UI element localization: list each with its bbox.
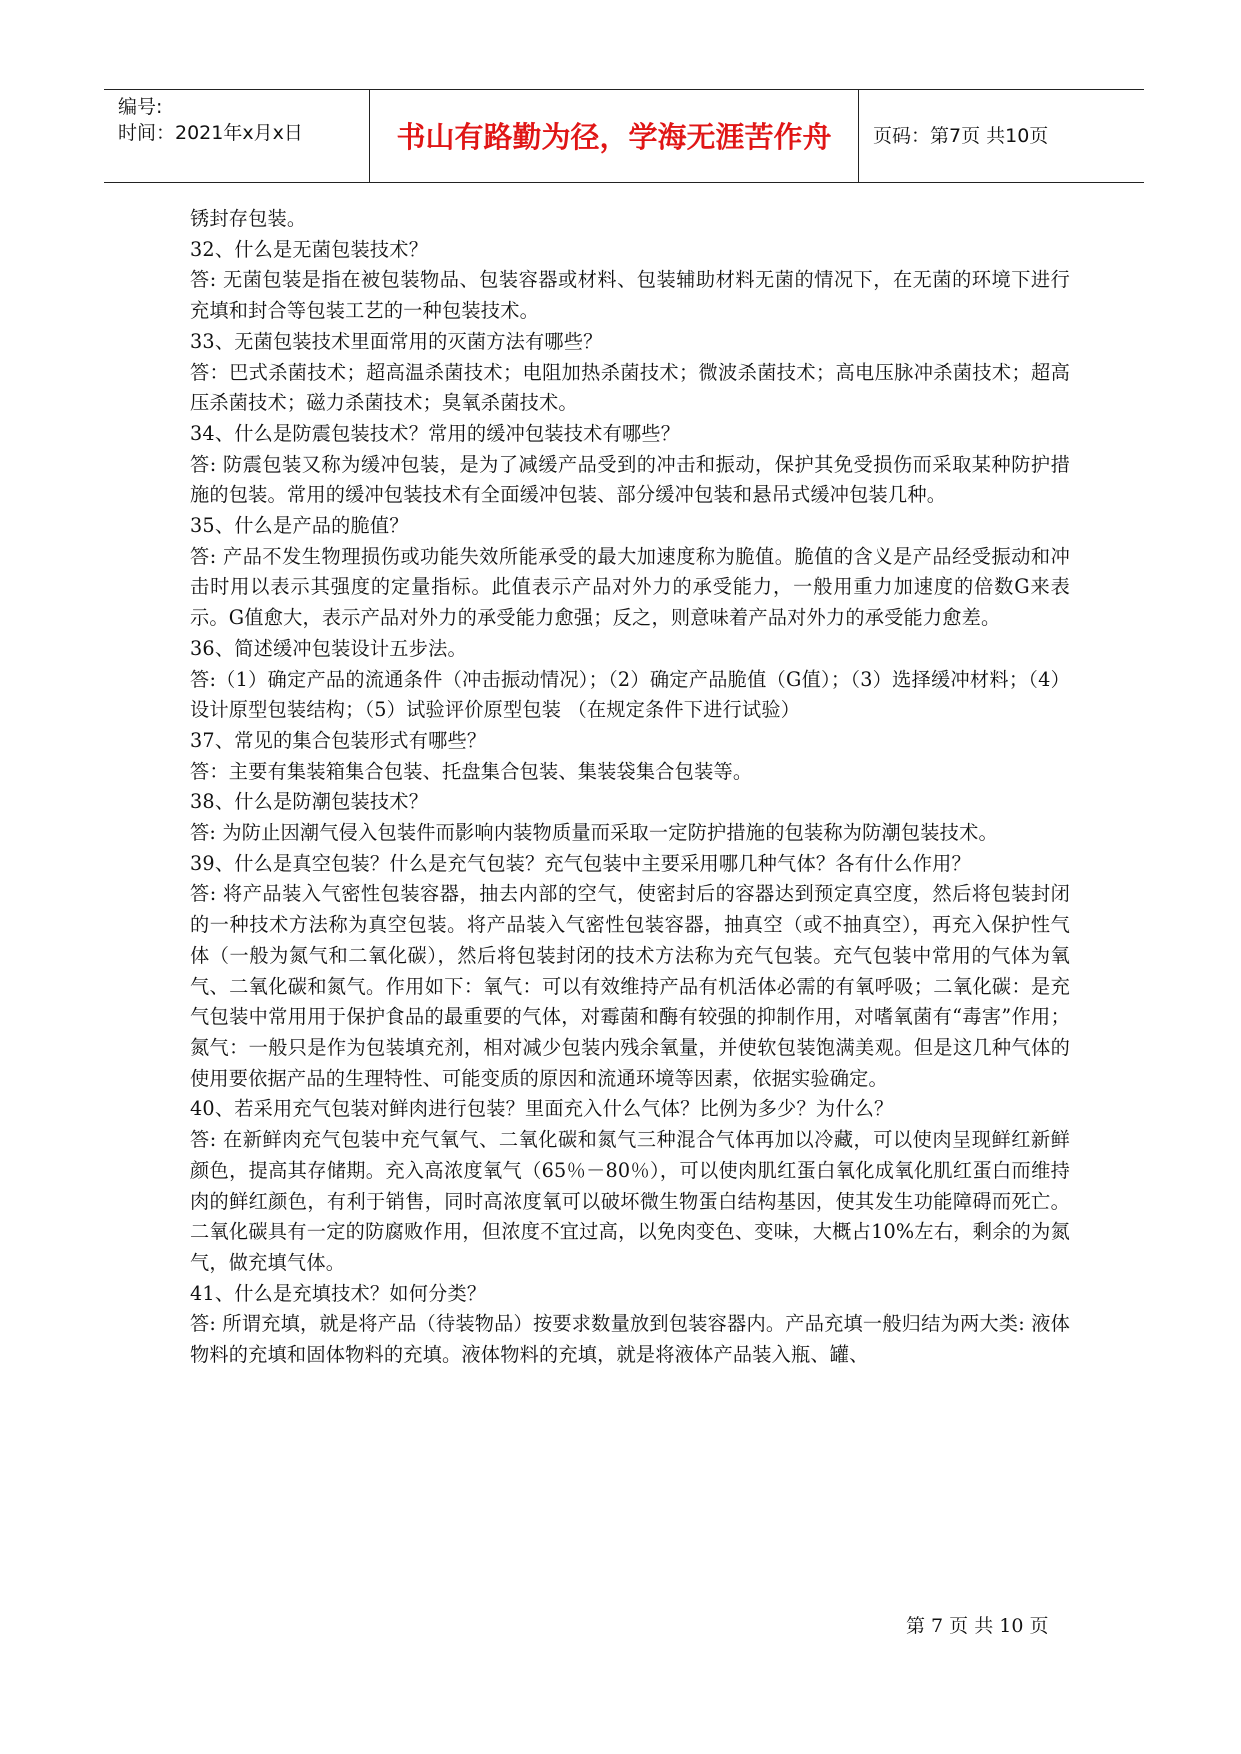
paragraph: 锈封存包装。: [190, 207, 307, 230]
answer: 答: 为防止因潮气侵入包装件而影响内装物质量而采取一定防护措施的包装称为防潮包装技术。: [190, 821, 998, 845]
document-number-label: 编号:: [118, 96, 163, 118]
document-body: [190, 204, 1070, 1371]
question: 40、若采用充气包装对鲜肉进行包装？里面充入什么气体？比例为多少？为什么？: [190, 1097, 894, 1121]
document-header: [104, 89, 1144, 183]
question: 33、无菌包装技术里面常用的灭菌方法有哪些？: [190, 329, 603, 353]
header-page-info: 页码：第7页 共10页: [873, 125, 1049, 147]
question: 37、常见的集合包装形式有哪些？: [190, 728, 487, 752]
question: 32、什么是无菌包装技术？: [190, 237, 429, 261]
document-date: 时间：2021年x月x日: [118, 122, 303, 144]
header-middle-cell: [370, 90, 859, 182]
question: 39、什么是真空包装？什么是充气包装？充气包装中主要采用哪几种气体？各有什么作用？: [190, 851, 971, 875]
answer: 答: 无菌包装是指在被包装物品、包装容器或材料、包装辅助材料无菌的情况下，在无菌的环境下进行充填和封合等包装工艺的一种包装技术。: [190, 268, 1070, 323]
answer: 答: 防震包装又称为缓冲包装，是为了减缓产品受到的冲击和振动，保护其免受损伤而采取某种防护措施的包装。常用的缓冲包装技术有全面缓冲包装、部分缓冲包装和悬吊式缓冲包装几种。: [190, 452, 1070, 507]
answer: 答：巴式杀菌技术；超高温杀菌技术；电阻加热杀菌技术；微波杀菌技术；高电压脉冲杀菌技术；超高压杀菌技术；磁力杀菌技术；臭氧杀菌技术。: [190, 360, 1070, 415]
header-left-cell: [104, 90, 370, 182]
answer: 答：主要有集装箱集合包装、托盘集合包装、集装袋集合包装等。: [190, 759, 753, 783]
answer: 答:（1）确定产品的流通条件（冲击振动情况）；（2）确定产品脆值（G值）；（3）选择缓冲材料；（4）设计原型包装结构；（5）试验评价原型包装 （在规定条件下进行试验）: [190, 667, 1070, 722]
question: 35、什么是产品的脆值？: [190, 514, 409, 538]
header-motto: 书山有路勤为径，学海无涯苦作舟: [396, 120, 832, 154]
question: 36、简述缓冲包装设计五步法。: [190, 636, 467, 660]
answer: 答: 产品不发生物理损伤或功能失效所能承受的最大加速度称为脆值。脆值的含义是产品经受振动和冲击时用以表示其强度的定量指标。此值表示产品对外力的承受能力，一般用重力加速度的倍数G来表示。G值愈大，表示产品对外力的承受能力愈强；反之，则意味着产品对外力的承受能力愈差。: [190, 544, 1070, 630]
answer: 答: 所谓充填，就是将产品（待装物品）按要求数量放到包装容器内。产品充填一般归结为两大类: 液体物料的充填和固体物料的充填。液体物料的充填，就是将液体产品装入瓶、罐、: [190, 1312, 1070, 1367]
question: 34、什么是防震包装技术？常用的缓冲包装技术有哪些？: [190, 421, 681, 445]
header-right-cell: [859, 90, 1144, 182]
question: 38、什么是防潮包装技术？: [190, 790, 429, 814]
question: 41、什么是充填技术？如何分类？: [190, 1281, 487, 1305]
answer: 答: 将产品装入气密性包装容器，抽去内部的空气，使密封后的容器达到预定真空度，然后将包装封闭的一种技术方法称为真空包装。将产品装入气密性包装容器，抽真空（或不抽真空），再充入保护性气体（一般为氮气和二氧化碳），然后将包装封闭的技术方法称为充气包装。充气包装中常用的气体为氧气、二氧化碳和氮气。作用如下：氧气：可以有效维持产品有机活体必需的有氧呼吸；二氧化碳：是充气包装中常用用于保护食品的最重要的气体，对霉菌和酶有较强的抑制作用，对嗜氧菌有“毒害”作用；氮气：一般只是作为包装填充剂，相对减少包装内残余氧量，并使软包装饱满美观。但是这几种气体的使用要依据产品的生理特性、可能变质的原因和流通环境等因素，依据实验确定。: [190, 882, 1070, 1090]
page-footer: 第 7 页 共 10 页: [906, 1615, 1049, 1637]
answer: 答: 在新鲜肉充气包装中充气氧气、二氧化碳和氮气三种混合气体再加以冷藏，可以使肉呈现鲜红新鲜颜色，提高其存储期。充入高浓度氧气（65％－80％），可以使肉肌红蛋白氧化成氧化肌红蛋白而维持肉的鲜红颜色，有利于销售，同时高浓度氧可以破坏微生物蛋白结构基因，使其发生功能障碍而死亡。二氧化碳具有一定的防腐败作用，但浓度不宜过高，以免肉变色、变味，大概占10%左右，剩余的为氮气，做充填气体。: [190, 1128, 1070, 1274]
